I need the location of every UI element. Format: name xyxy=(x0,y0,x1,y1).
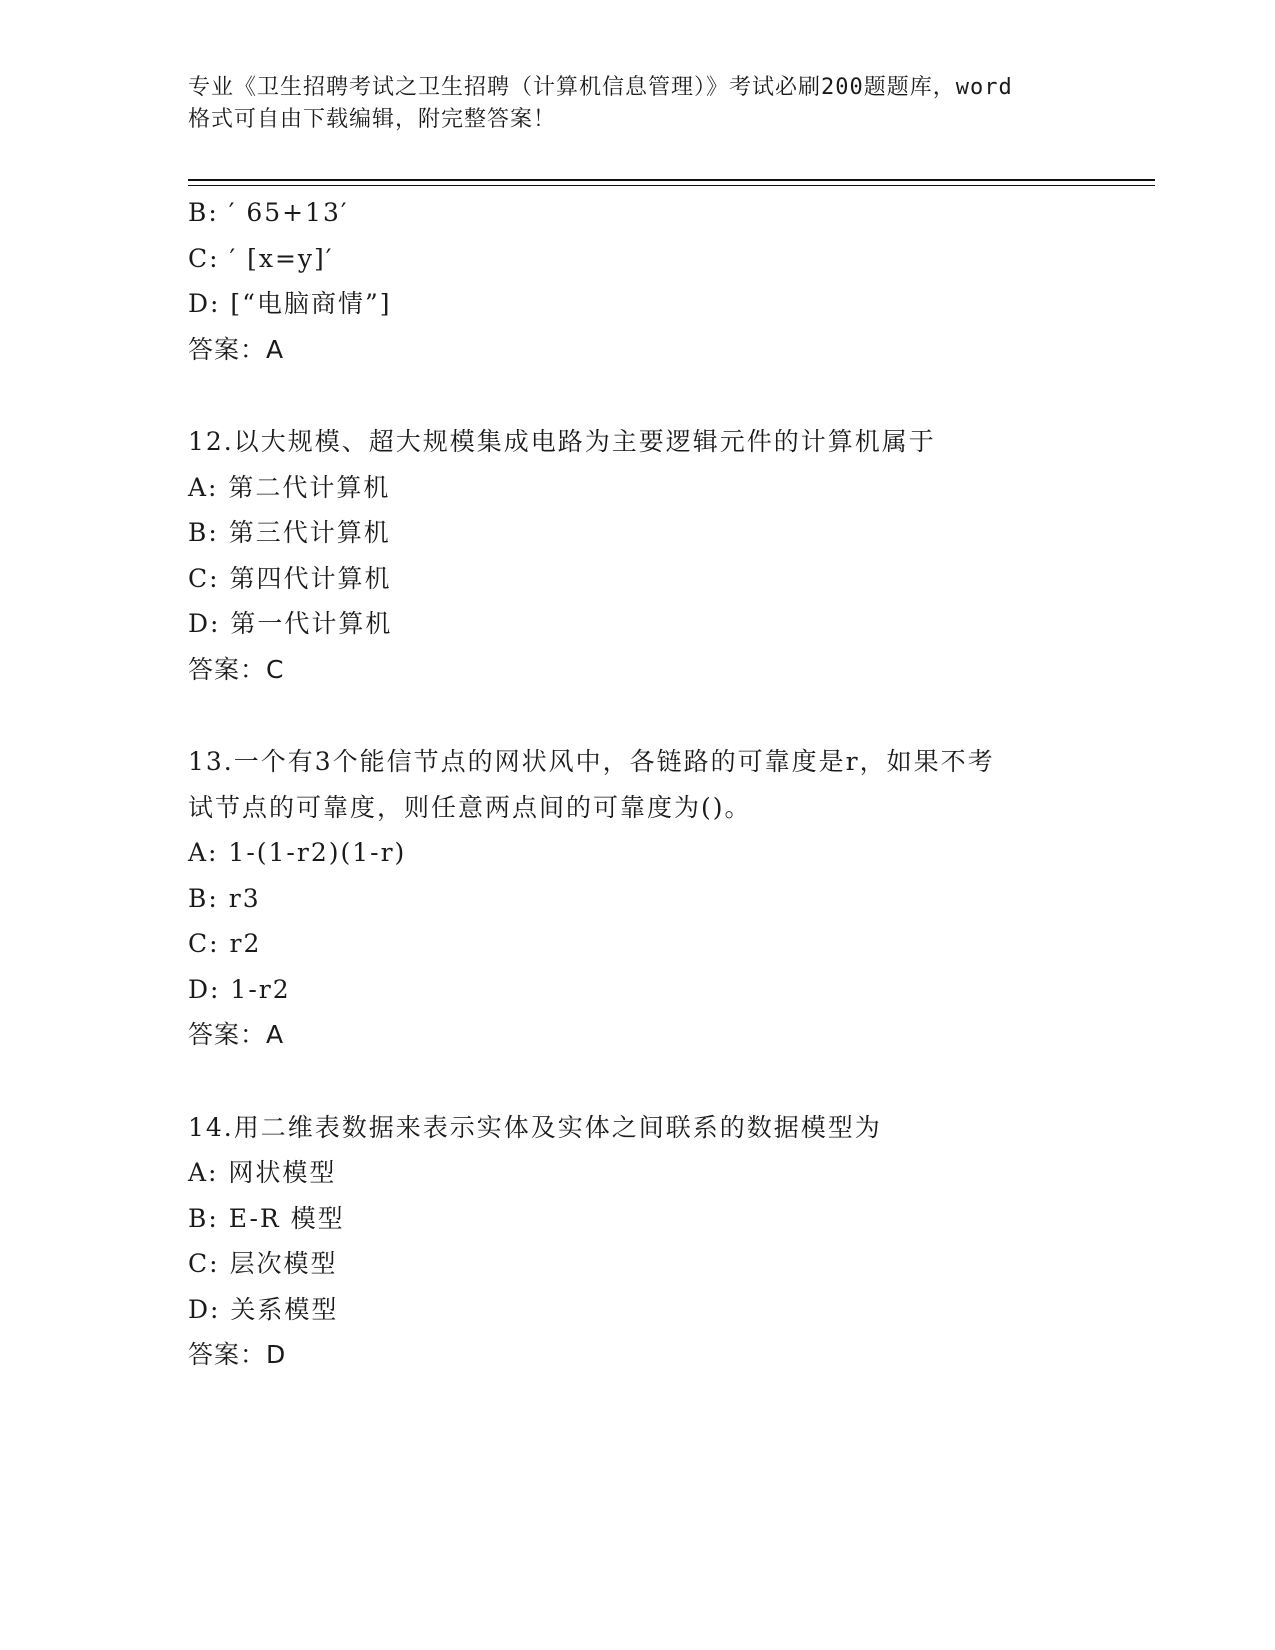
question-content xyxy=(188,190,1128,1378)
question-stem-line-1: 13.一个有3个能信节点的网状风中，各链路的可靠度是r，如果不考 xyxy=(188,747,995,776)
question-stem: 12.以大规模、超大规模集成电路为主要逻辑元件的计算机属于 xyxy=(188,427,936,456)
question-13 xyxy=(188,739,1128,1058)
option-d: D: [“电脑商情”] xyxy=(188,289,392,318)
header-line-2: 格式可自由下载编辑，附完整答案！ xyxy=(188,107,557,132)
option-a: A: 网状模型 xyxy=(188,1158,337,1187)
option-d: D: 第一代计算机 xyxy=(188,609,393,638)
option-c: C: ′ [x=y]′ xyxy=(188,243,334,273)
answer-line: 答案：A xyxy=(188,334,285,364)
option-d: D: 关系模型 xyxy=(188,1294,339,1324)
option-c: C: r2 xyxy=(188,929,262,958)
option-b: B: r3 xyxy=(188,883,261,913)
option-d: D: 1-r2 xyxy=(188,974,291,1004)
spacer xyxy=(188,372,1128,419)
option-c: C: 层次模型 xyxy=(188,1249,338,1278)
option-b: B: ′ 65+13′ xyxy=(188,198,349,227)
prev-question xyxy=(188,190,1128,372)
question-12 xyxy=(188,419,1128,692)
header-rule-thick xyxy=(188,179,1155,181)
question-stem: 14.用二维表数据来表示实体及实体之间联系的数据模型为 xyxy=(188,1112,882,1142)
option-b: B: E-R 模型 xyxy=(188,1203,345,1233)
option-a: A: 1-(1-r2)(1-r) xyxy=(188,838,407,867)
answer-line: 答案：A xyxy=(188,1020,285,1049)
spacer xyxy=(188,1058,1128,1105)
header-rule-thin xyxy=(188,185,1155,186)
option-b: B: 第三代计算机 xyxy=(188,518,391,547)
option-c: C: 第四代计算机 xyxy=(188,563,392,593)
question-14 xyxy=(188,1105,1128,1378)
answer-line: 答案：D xyxy=(188,1340,287,1369)
answer-line: 答案：C xyxy=(188,654,285,684)
document-header xyxy=(188,72,1088,136)
option-a: A: 第二代计算机 xyxy=(188,472,391,502)
header-line-1: 专业《卫生招聘考试之卫生招聘（计算机信息管理）》考试必刷200题题库，word xyxy=(188,75,1013,100)
spacer xyxy=(188,692,1128,739)
question-stem-line-2: 试节点的可靠度，则任意两点间的可靠度为()。 xyxy=(188,792,752,822)
